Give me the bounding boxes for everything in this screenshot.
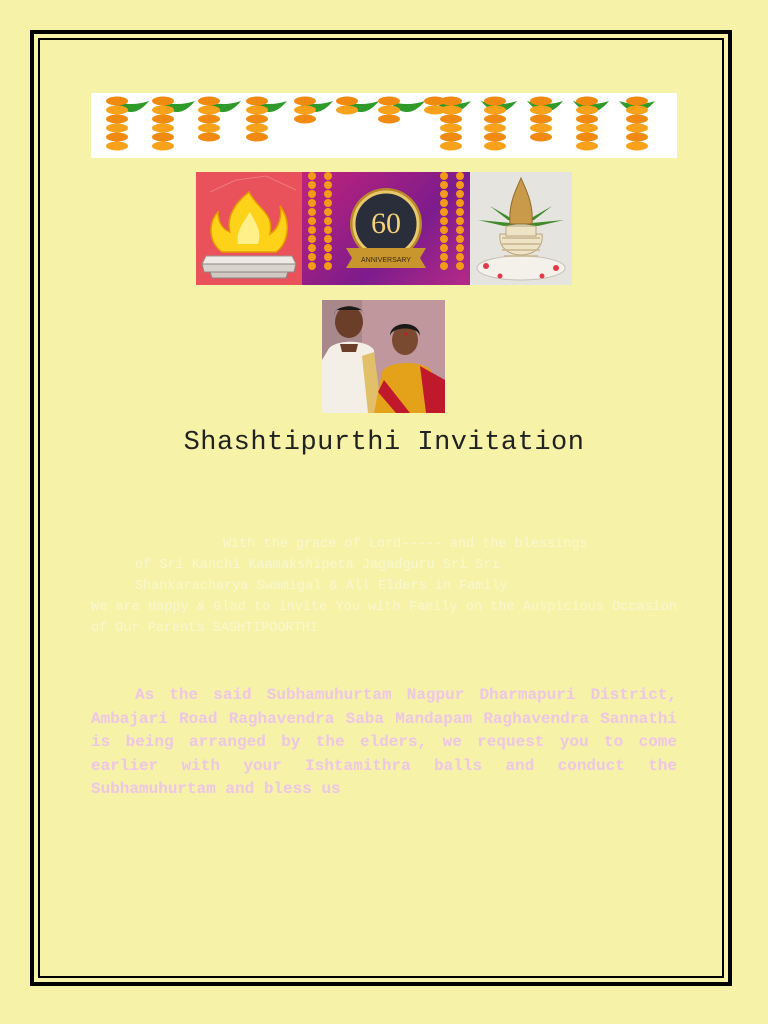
- badge-word: ANNIVERSARY: [360, 257, 412, 264]
- badge-number: 60: [371, 207, 401, 240]
- marigold-garland-icon: [91, 93, 677, 158]
- invitation-line: We are Happy & Glad to invite You with Family on the Auspicious Occasion of Our Parents SASHTIPOORTHI: [91, 600, 677, 636]
- couple-photo: [322, 300, 445, 413]
- blessing-line: of Sri Kanchi Kaamakshipeta Jagadguru Sri Sri: [135, 558, 500, 573]
- kalash-coconut-icon: [470, 172, 572, 285]
- anniversary-badge-icon: [302, 172, 470, 285]
- page-title: Shashtipurthi Invitation: [183, 428, 585, 458]
- blessing-paragraph: [91, 534, 677, 639]
- venue-paragraph: As the said Subhamuhurtam Nagpur Dharmapuri District, Ambajari Road Raghavendra Saba Mandapam Raghavendra Sannathi is being arranged by the elders, we request you to come earlier with your Ishtamithra balls and conduct the Subhamuhurtam and bless us: [91, 686, 677, 798]
- header-image-strip: [196, 172, 572, 285]
- homa-fire-icon: [196, 172, 302, 285]
- blessing-line: With the grace of Lord----- and the blessings: [223, 537, 588, 552]
- blessing-line: Shankaracharya Swamigal & All Elders in Family: [135, 579, 508, 594]
